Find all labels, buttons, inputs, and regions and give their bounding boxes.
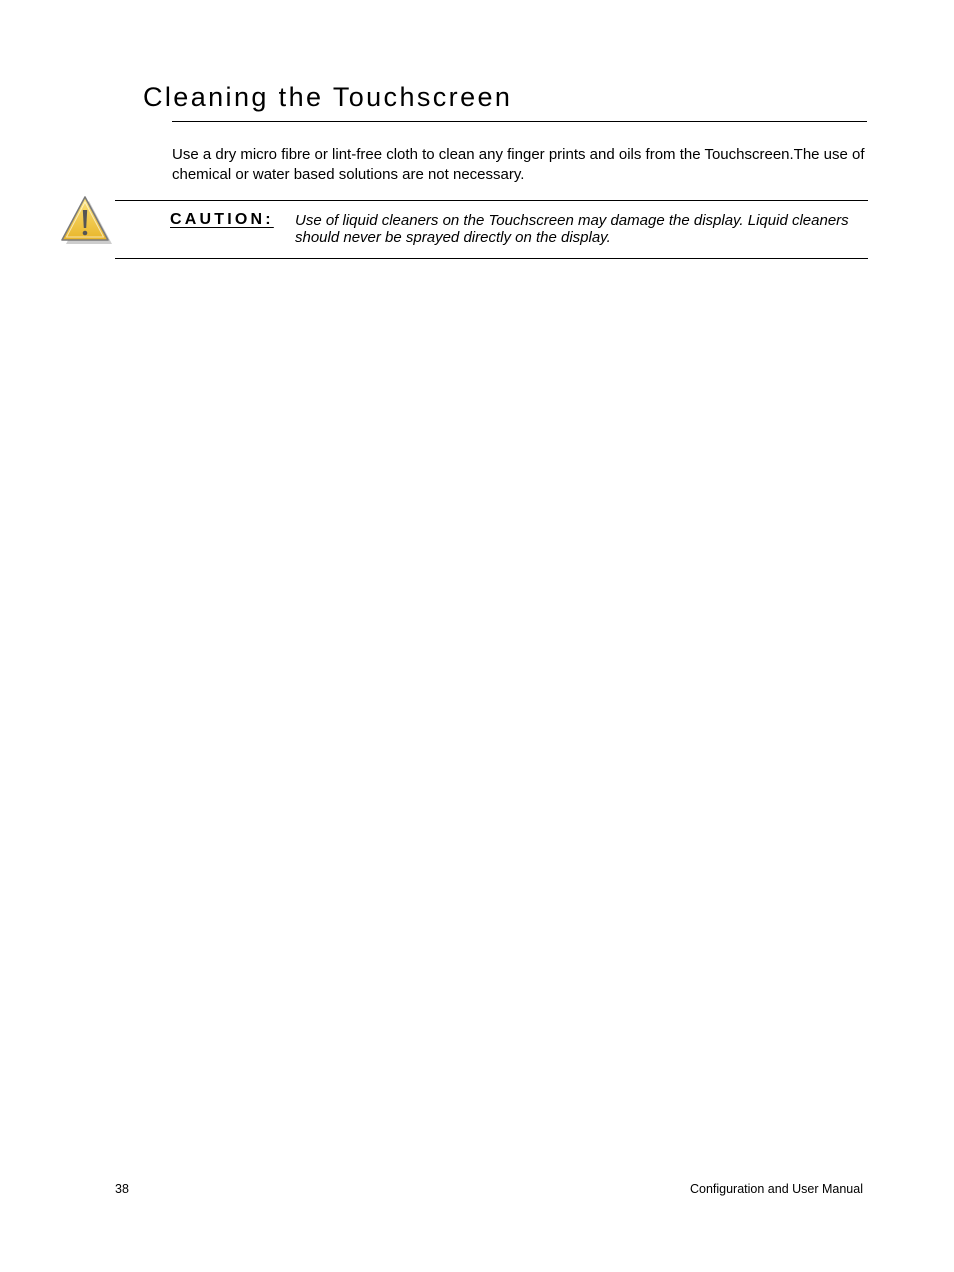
caution-text: Use of liquid cleaners on the Touchscreen may damage the display. Liquid cleaners should never be sprayed directly on the display. xyxy=(295,212,849,246)
warning-triangle-icon xyxy=(58,193,114,247)
section-title: Cleaning the Touchscreen xyxy=(143,82,513,112)
title-rule xyxy=(172,121,867,122)
page-number: 38 xyxy=(115,1182,129,1196)
body-paragraph: Use a dry micro fibre or lint-free cloth to clean any finger prints and oils from the Touchscreen.The use of chemical or water based solutions are not necessary. xyxy=(172,146,865,183)
caution-label: CAUTION: xyxy=(170,211,274,228)
caution-notice xyxy=(115,200,868,259)
manual-title: Configuration and User Manual xyxy=(689,1182,863,1196)
